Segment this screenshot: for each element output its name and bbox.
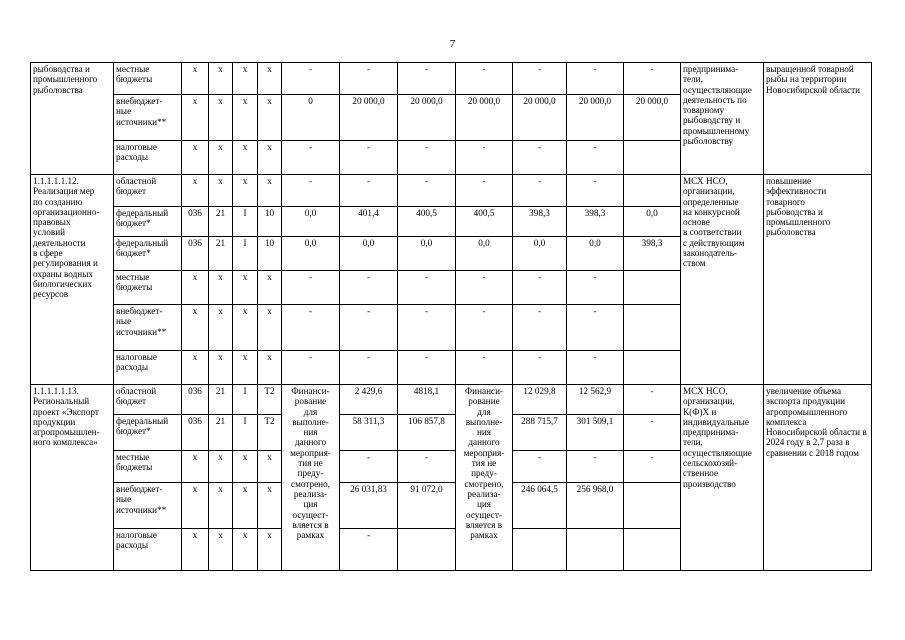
value-cell: -: [398, 63, 456, 95]
value-cell: -: [340, 141, 398, 175]
value-cell: 12 029,8: [513, 385, 567, 415]
code-cell: х: [258, 529, 282, 571]
value-cell: -: [340, 271, 398, 305]
value-cell: -: [567, 175, 624, 207]
funding-source: местные бюджеты: [114, 451, 182, 483]
value-cell: -: [567, 271, 624, 305]
value-cell: -: [340, 305, 398, 351]
value-cell: -: [340, 175, 398, 207]
value-cell: -: [513, 175, 567, 207]
code-cell: х: [209, 451, 233, 483]
funding-source: местные бюджеты: [114, 271, 182, 305]
code-cell: х: [209, 175, 233, 207]
value-cell: 0,0: [624, 207, 681, 237]
code-cell: 21: [209, 207, 233, 237]
funding-source: внебюджет- ные источники**: [114, 95, 182, 141]
value-cell: -: [513, 271, 567, 305]
code-cell: I: [233, 237, 258, 271]
funding-source: федеральный бюджет*: [114, 207, 182, 237]
value-cell: -: [398, 271, 456, 305]
funding-source: внебюджет- ные источники**: [114, 305, 182, 351]
empty-cell: [567, 529, 624, 571]
value-cell: -: [456, 305, 513, 351]
value-cell: 0,0: [282, 237, 340, 271]
code-cell: I: [233, 207, 258, 237]
value-cell: -: [567, 63, 624, 95]
value-cell: 0,0: [340, 237, 398, 271]
code-cell: х: [209, 483, 233, 529]
empty-cell: [624, 529, 681, 571]
code-cell: 10: [258, 207, 282, 237]
table-row: [31, 175, 872, 207]
expected-result: повышение эффективности товарного рыбоводства и промышленного рыболовства: [764, 175, 872, 385]
code-cell: х: [233, 63, 258, 95]
code-cell: х: [209, 271, 233, 305]
code-cell: T2: [258, 385, 282, 415]
value-cell: 301 509,1: [567, 415, 624, 451]
value-cell: -: [567, 141, 624, 175]
code-cell: х: [182, 483, 209, 529]
value-cell: 2 429,6: [340, 385, 398, 415]
code-cell: 10: [258, 237, 282, 271]
value-cell: -: [624, 415, 681, 451]
code-cell: х: [209, 351, 233, 385]
value-cell: 20 000,0: [567, 95, 624, 141]
value-cell: 0,0: [456, 237, 513, 271]
funding-source: федеральный бюджет*: [114, 415, 182, 451]
code-cell: х: [233, 175, 258, 207]
code-cell: х: [233, 483, 258, 529]
code-cell: х: [258, 271, 282, 305]
value-cell: -: [513, 141, 567, 175]
value-cell: -: [282, 141, 340, 175]
value-cell: 4818,1: [398, 385, 456, 415]
code-cell: х: [182, 529, 209, 571]
code-cell: х: [182, 63, 209, 95]
code-cell: х: [258, 451, 282, 483]
code-cell: х: [182, 95, 209, 141]
event-name: 1.1.1.1.1.12. Реализация мер по созданию организационно- правовых условий деятельности в сфере регулирования и охраны водных биологических ресурсов: [31, 175, 114, 385]
value-cell: 0,0: [513, 237, 567, 271]
value-cell: -: [456, 175, 513, 207]
value-cell: 106 857,8: [398, 415, 456, 451]
value-cell: -: [398, 451, 456, 483]
value-cell: -: [340, 451, 398, 483]
event-name: 1.1.1.1.1.13. Региональный проект «Экспорт продукции агропромышлен- ного комплекса»: [31, 385, 114, 571]
code-cell: х: [258, 175, 282, 207]
value-cell: -: [624, 385, 681, 415]
value-cell: 398,3: [513, 207, 567, 237]
code-cell: T2: [258, 415, 282, 451]
empty-cell: [624, 271, 681, 305]
code-cell: 036: [182, 385, 209, 415]
code-cell: х: [258, 95, 282, 141]
code-cell: х: [233, 451, 258, 483]
funding-source: областной бюджет: [114, 175, 182, 207]
value-cell: -: [513, 63, 567, 95]
code-cell: х: [258, 483, 282, 529]
executor: МСХ НСО, организации, К(Ф)Х и индивидуальные предпринима- тели, осуществляющие сельскохозяй- ственное производство: [681, 385, 764, 571]
value-cell: 256 968,0: [567, 483, 624, 529]
value-cell: -: [624, 451, 681, 483]
value-cell: 0,0: [398, 237, 456, 271]
value-cell: -: [513, 451, 567, 483]
budget-table: [30, 62, 872, 571]
page-number: 7: [449, 38, 456, 50]
table-row: [31, 63, 872, 95]
value-cell: 20 000,0: [340, 95, 398, 141]
value-cell: -: [456, 63, 513, 95]
value-cell: -: [282, 271, 340, 305]
value-cell: 20 000,0: [513, 95, 567, 141]
funding-source: внебюджет- ные источники**: [114, 483, 182, 529]
value-cell: 20 000,0: [398, 95, 456, 141]
value-cell: 398,3: [624, 237, 681, 271]
value-cell: 20 000,0: [456, 95, 513, 141]
code-cell: х: [209, 95, 233, 141]
code-cell: 036: [182, 207, 209, 237]
code-cell: х: [182, 141, 209, 175]
value-cell: -: [398, 351, 456, 385]
code-cell: х: [182, 305, 209, 351]
code-cell: х: [233, 529, 258, 571]
code-cell: 036: [182, 415, 209, 451]
value-cell: -: [456, 351, 513, 385]
value-cell: -: [567, 351, 624, 385]
value-cell: 91 072,0: [398, 483, 456, 529]
expected-result: выращенной товарной рыбы на территории Новосибирской области: [764, 63, 872, 175]
value-cell: 401,4: [340, 207, 398, 237]
value-cell: -: [340, 529, 398, 571]
code-cell: 21: [209, 385, 233, 415]
executor: предпринима- тели, осуществляющие деятельность по товарному рыбоводству и промышленному рыболовству: [681, 63, 764, 175]
value-cell: 26 031,83: [340, 483, 398, 529]
funding-source: налоговые расходы: [114, 529, 182, 571]
code-cell: х: [233, 95, 258, 141]
code-cell: х: [209, 305, 233, 351]
value-cell: -: [513, 305, 567, 351]
empty-cell: [624, 351, 681, 385]
value-cell: 246 064,5: [513, 483, 567, 529]
code-cell: х: [209, 141, 233, 175]
code-cell: х: [258, 351, 282, 385]
value-cell: -: [282, 63, 340, 95]
table-row: [31, 385, 872, 415]
empty-cell: [624, 141, 681, 175]
code-cell: х: [182, 175, 209, 207]
value-cell: -: [282, 175, 340, 207]
code-cell: I: [233, 385, 258, 415]
value-cell: 288 715,7: [513, 415, 567, 451]
value-cell: -: [340, 351, 398, 385]
code-cell: 21: [209, 415, 233, 451]
expected-result: увеличение объема экспорта продукции агропромышленного комплекса Новосибирской области в 2024 году в 2,7 раза в сравнении с 2018 годом: [764, 385, 872, 571]
value-cell: 20 000,0: [624, 95, 681, 141]
value-cell: -: [567, 305, 624, 351]
funding-source: налоговые расходы: [114, 351, 182, 385]
code-cell: 036: [182, 237, 209, 271]
value-cell: 0,0: [567, 237, 624, 271]
code-cell: х: [233, 271, 258, 305]
funding-source: налоговые расходы: [114, 141, 182, 175]
value-cell: -: [513, 351, 567, 385]
financing-note: Финанси- рование для выполне- ния данного мероприя- тия не преду- смотрено, реализа- ция осущест- вляется в рамках: [456, 385, 513, 571]
value-cell: 12 562,9: [567, 385, 624, 415]
funding-source: местные бюджеты: [114, 63, 182, 95]
value-cell: -: [456, 141, 513, 175]
value-cell: -: [282, 305, 340, 351]
value-cell: 58 311,3: [340, 415, 398, 451]
funding-source: федеральный бюджет*: [114, 237, 182, 271]
code-cell: х: [233, 351, 258, 385]
code-cell: х: [258, 305, 282, 351]
event-name: рыбоводства и промышленного рыболовства: [31, 63, 114, 175]
code-cell: х: [182, 351, 209, 385]
executor: МСХ НСО, организации, определенные на конкурсной основе в соответствии с действующим законодатель- ством: [681, 175, 764, 385]
value-cell: 400,5: [398, 207, 456, 237]
code-cell: х: [258, 63, 282, 95]
value-cell: -: [282, 351, 340, 385]
code-cell: I: [233, 415, 258, 451]
value-cell: -: [398, 141, 456, 175]
value-cell: -: [624, 63, 681, 95]
value-cell: 0,0: [282, 207, 340, 237]
code-cell: х: [182, 451, 209, 483]
empty-cell: [624, 483, 681, 529]
code-cell: х: [233, 141, 258, 175]
code-cell: х: [209, 63, 233, 95]
value-cell: -: [340, 63, 398, 95]
code-cell: х: [182, 271, 209, 305]
value-cell: 400,5: [456, 207, 513, 237]
empty-cell: [624, 305, 681, 351]
code-cell: 21: [209, 237, 233, 271]
code-cell: х: [233, 305, 258, 351]
value-cell: -: [398, 305, 456, 351]
empty-cell: [398, 529, 456, 571]
empty-cell: [513, 529, 567, 571]
empty-cell: [624, 175, 681, 207]
financing-note: Финанси- рование для выполне- ния данного мероприя- тия не преду- смотрено, реализа- ция осущест- вляется в рамках: [282, 385, 340, 571]
value-cell: -: [567, 451, 624, 483]
value-cell: 0: [282, 95, 340, 141]
value-cell: -: [456, 271, 513, 305]
funding-source: областной бюджет: [114, 385, 182, 415]
code-cell: х: [209, 529, 233, 571]
code-cell: х: [258, 141, 282, 175]
value-cell: -: [398, 175, 456, 207]
value-cell: 398,3: [567, 207, 624, 237]
